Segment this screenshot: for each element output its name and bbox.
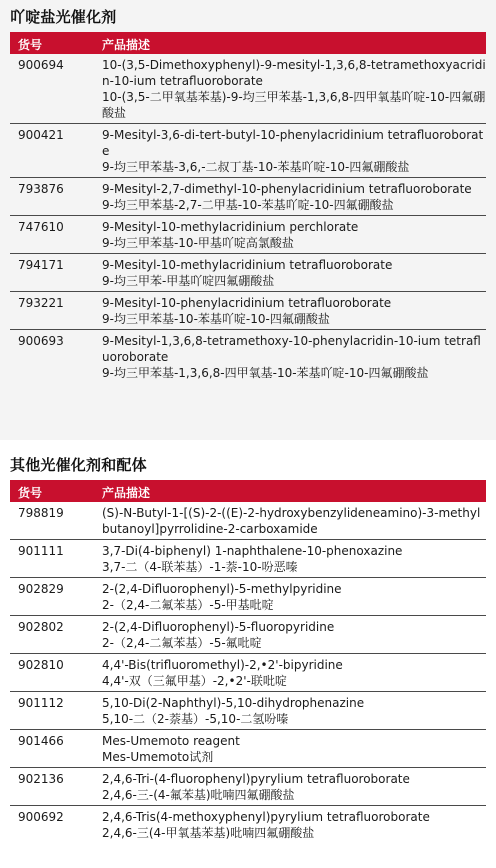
item-number: 902810 (18, 658, 64, 672)
item-number: 901112 (18, 696, 64, 710)
product-table (10, 502, 486, 843)
header-description: 产品描述 (102, 486, 151, 500)
item-number: 794171 (18, 258, 64, 272)
table-row (10, 216, 486, 254)
item-description: (S)-N-Butyl-1-[(S)-2-((E)-2-hydroxybenzylideneamino)-3-methylbutanoyl]pyrrolidine-2-carboxamide (102, 506, 481, 536)
item-number: 793221 (18, 296, 64, 310)
item-number: 902802 (18, 620, 64, 634)
item-description: 9-Mesityl-2,7-dimethyl-10-phenylacridinium tetrafluoroborate 9-均三甲苯基-2,7-二甲基-10-苯基吖啶-10-四氟硼酸盐 (102, 182, 472, 212)
item-number: 901111 (18, 544, 64, 558)
table-row (10, 768, 486, 806)
item-description: 9-Mesityl-10-methylacridinium tetrafluoroborate 9-均三甲苯-甲基吖啶四氟硼酸盐 (102, 258, 393, 288)
table-row (10, 502, 486, 540)
table-row (10, 730, 486, 768)
table-row (10, 540, 486, 578)
table-row (10, 292, 486, 330)
other-photocatalysts-section (0, 444, 496, 868)
item-description: 4,4'-Bis(trifluoromethyl)-2,•2'-bipyridine 4,4'-双（三氟甲基）-2,•2'-联吡啶 (102, 658, 343, 688)
table-row (10, 124, 486, 178)
item-description: 2-(2,4-Difluorophenyl)-5-methylpyridine 2-（2,4-二氟苯基）-5-甲基吡啶 (102, 582, 342, 612)
item-description: 9-Mesityl-3,6-di-tert-butyl-10-phenylacridinium tetrafluoroborate 9-均三甲苯基-3,6,-二叔丁基-10-苯基吖啶-10-四氟硼酸盐 (102, 128, 484, 174)
item-description: 9-Mesityl-1,3,6,8-tetramethoxy-10-phenylacridin-10-ium tetrafluoroborate 9-均三甲苯基-1,3,6,8-四甲氧基-10-苯基吖啶-10-四氟硼酸盐 (102, 334, 481, 380)
item-description: 2,4,6-Tri-(4-fluorophenyl)pyrylium tetrafluoroborate 2,4,6-三-(4-氟苯基)吡喃四氟硼酸盐 (102, 772, 410, 802)
item-number: 900694 (18, 58, 64, 72)
header-description: 产品描述 (102, 38, 151, 52)
item-number: 900692 (18, 810, 64, 824)
item-description: 2-(2,4-Difluorophenyl)-5-fluoropyridine 2-（2,4-二氟苯基）-5-氟吡啶 (102, 620, 335, 650)
item-number: 902136 (18, 772, 64, 786)
table-row (10, 254, 486, 292)
section-title: 其他光催化剂和配体 (10, 456, 147, 474)
item-number: 798819 (18, 506, 64, 520)
table-row (10, 578, 486, 616)
item-description: 2,4,6-Tris(4-methoxyphenyl)pyrylium tetrafluoroborate 2,4,6-三(4-甲氧基苯基)吡喃四氟硼酸盐 (102, 810, 430, 840)
table-header (10, 32, 486, 54)
item-number: 900421 (18, 128, 64, 142)
section-title: 吖啶盐光催化剂 (10, 8, 117, 26)
product-table (10, 54, 486, 383)
item-description: 9-Mesityl-10-methylacridinium perchlorate 9-均三甲苯基-10-甲基吖啶高氯酸盐 (102, 220, 359, 250)
header-item-number: 货号 (18, 486, 43, 500)
item-description: 5,10-Di(2-Naphthyl)-5,10-dihydrophenazine 5,10-二（2-萘基）-5,10-二氢吩嗪 (102, 696, 365, 726)
table-row (10, 178, 486, 216)
table-header (10, 480, 486, 502)
table-row (10, 692, 486, 730)
item-number: 793876 (18, 182, 64, 196)
item-number: 902829 (18, 582, 64, 596)
table-row (10, 806, 486, 843)
header-item-number: 货号 (18, 38, 43, 52)
item-description: 9-Mesityl-10-phenylacridinium tetrafluoroborate 9-均三甲苯基-10-苯基吖啶-10-四氟硼酸盐 (102, 296, 392, 326)
table-row (10, 54, 486, 124)
item-number: 901466 (18, 734, 64, 748)
table-row (10, 654, 486, 692)
item-number: 900693 (18, 334, 64, 348)
item-number: 747610 (18, 220, 64, 234)
item-description: Mes-Umemoto reagent Mes-Umemoto试剂 (102, 734, 240, 764)
item-description: 10-(3,5-Dimethoxyphenyl)-9-mesityl-1,3,6,8-tetramethoxyacridin-10-ium tetrafluoroborate 10-(3,5-二甲氧基苯基)-9-均三甲苯基-1,3,6,8-四甲氧基吖啶-10-四氟硼酸盐 (102, 58, 486, 120)
table-row (10, 616, 486, 654)
table-row (10, 330, 486, 383)
item-description: 3,7-Di(4-biphenyl) 1-naphthalene-10-phenoxazine 3,7-二（4-联苯基）-1-萘-10-吩恶嗪 (102, 544, 403, 574)
